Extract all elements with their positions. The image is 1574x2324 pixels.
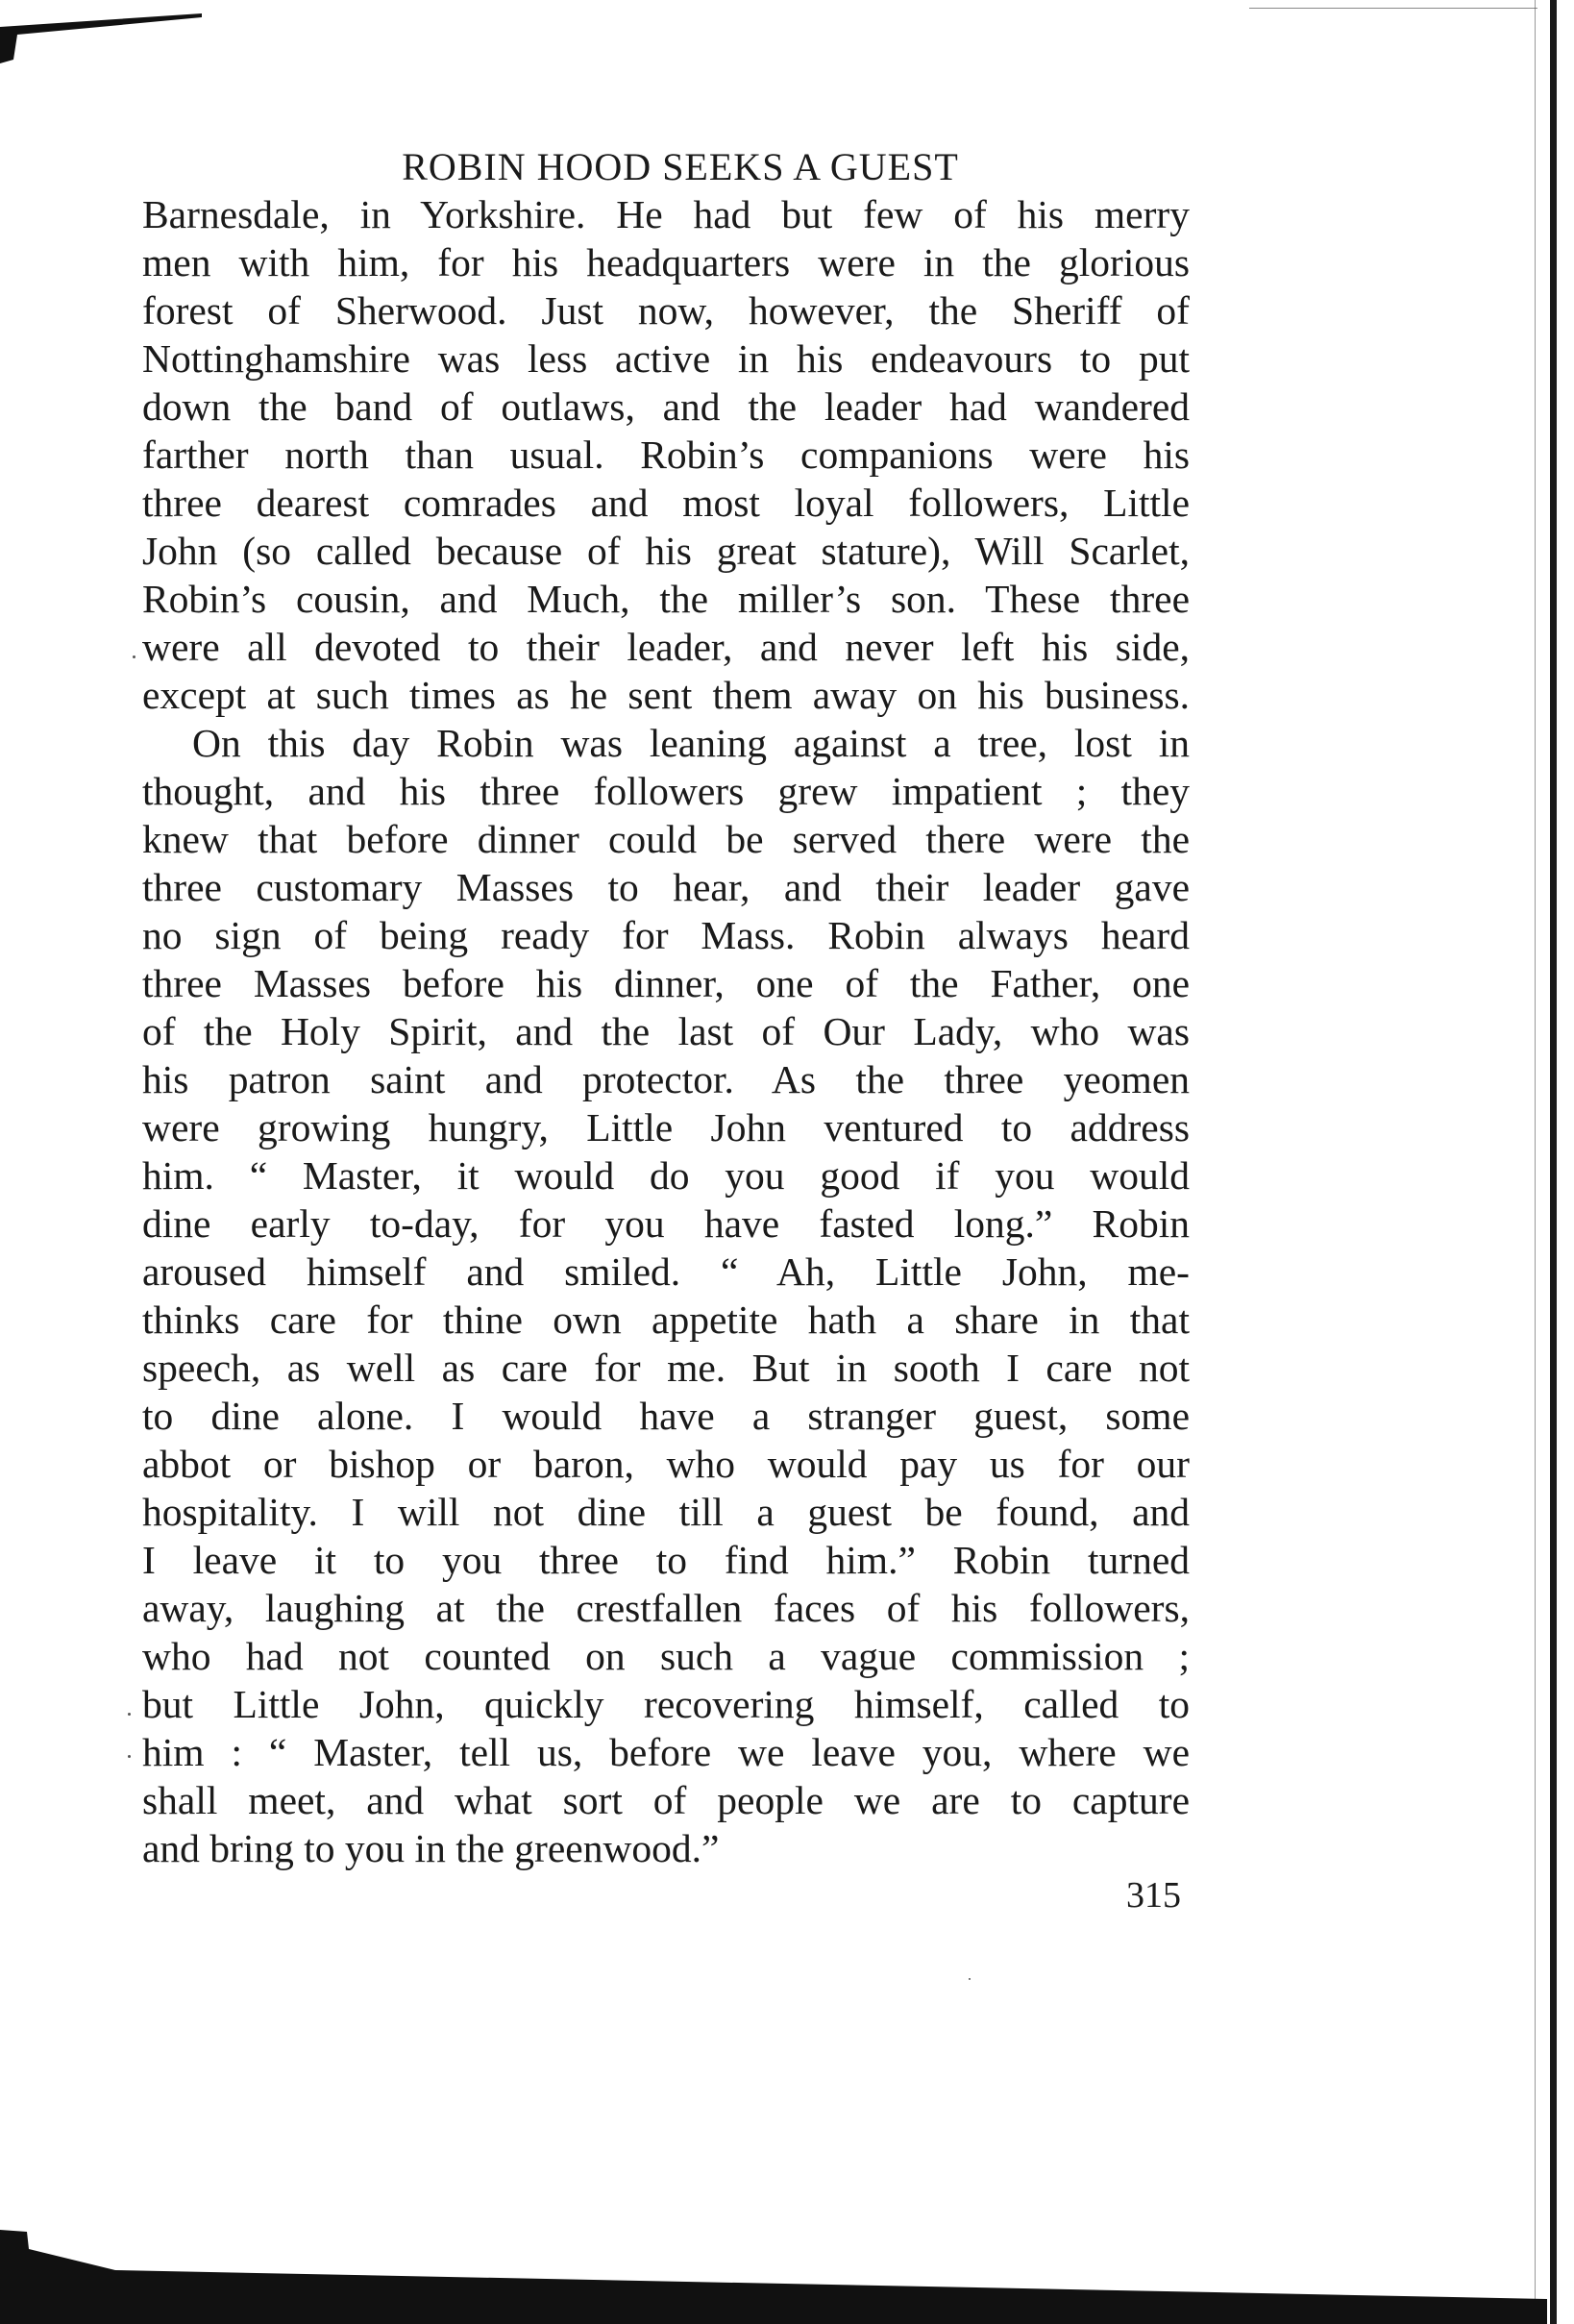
scan-right-edge-thin (1535, 0, 1536, 2324)
text-line: knew that before dinner could be served there were the (142, 817, 1190, 861)
text-line: no sign of being ready for Mass. Robin always heard (142, 913, 1190, 957)
text-line: Barnesdale, in Yorkshire. He had but few of his merry (142, 192, 1190, 236)
running-head: ROBIN HOOD SEEKS A GUEST (402, 145, 959, 188)
text-line: farther north than usual. Robin’s companions were his (142, 433, 1190, 477)
text-line: On this day Robin was leaning against a tree, lost in (192, 721, 1190, 765)
text-line: three customary Masses to hear, and their leader gave (142, 865, 1190, 909)
text-line: his patron saint and protector. As the three yeomen (142, 1057, 1190, 1101)
text-line: of the Holy Spirit, and the last of Our Lady, who was (142, 1009, 1190, 1053)
text-line: down the band of outlaws, and the leader had wandered (142, 384, 1190, 429)
text-line: were all devoted to their leader, and never left his side, (142, 625, 1190, 669)
text-line: shall meet, and what sort of people we are to capture (142, 1778, 1190, 1822)
text-line: thought, and his three followers grew impatient ; they (142, 769, 1190, 813)
text-line: dine early to-day, for you have fasted long.” Robin (142, 1201, 1190, 1246)
text-line: but Little John, quickly recovering himself, called to (142, 1682, 1190, 1726)
scan-top-hairline (1249, 8, 1537, 9)
text-line: abbot or bishop or baron, who would pay us for our (142, 1442, 1190, 1486)
scan-speck (128, 1713, 131, 1716)
scan-speck (128, 1755, 131, 1758)
text-line: who had not counted on such a vague commission ; (142, 1634, 1190, 1678)
text-line: him : “ Master, tell us, before we leave you, where we (142, 1730, 1190, 1774)
text-line: Robin’s cousin, and Much, the miller’s son. These three (142, 577, 1190, 621)
text-line: men with him, for his headquarters were in the glorious (142, 240, 1190, 284)
scan-bottom-edge (0, 2211, 1574, 2324)
text-line: to dine alone. I would have a stranger guest, some (142, 1394, 1190, 1438)
text-line: aroused himself and smiled. “ Ah, Little John, me- (142, 1249, 1190, 1294)
text-line: three Masses before his dinner, one of the Father, one (142, 961, 1190, 1005)
text-line: hospitality. I will not dine till a guest be found, and (142, 1490, 1190, 1534)
text-line: him. “ Master, it would do you good if you would (142, 1153, 1190, 1198)
paragraph-2 (142, 719, 1190, 1872)
text-line: away, laughing at the crestfallen faces of his followers, (142, 1586, 1190, 1630)
text-line: speech, as well as care for me. But in sooth I care not (142, 1346, 1190, 1390)
page-number: 315 (1126, 1875, 1181, 1916)
paragraph-1 (142, 190, 1190, 719)
scan-speck (969, 1978, 971, 1980)
book-page (142, 144, 1190, 1872)
scan-right-edge (1550, 0, 1557, 2324)
text-line: Nottinghamshire was less active in his endeavours to put (142, 336, 1190, 381)
text-line: I leave it to you three to find him.” Robin turned (142, 1538, 1190, 1582)
text-line: three dearest comrades and most loyal followers, Little (142, 481, 1190, 525)
scan-speck (133, 655, 135, 658)
text-line: and bring to you in the greenwood.” (142, 1826, 720, 1870)
text-line: forest of Sherwood. Just now, however, the Sheriff of (142, 288, 1190, 333)
text-line: except at such times as he sent them away on his business. (142, 673, 1190, 717)
text-line: John (so called because of his great stature), Will Scarlet, (142, 529, 1190, 573)
text-line: were growing hungry, Little John ventured to address (142, 1105, 1190, 1150)
text-line: thinks care for thine own appetite hath a share in that (142, 1298, 1190, 1342)
